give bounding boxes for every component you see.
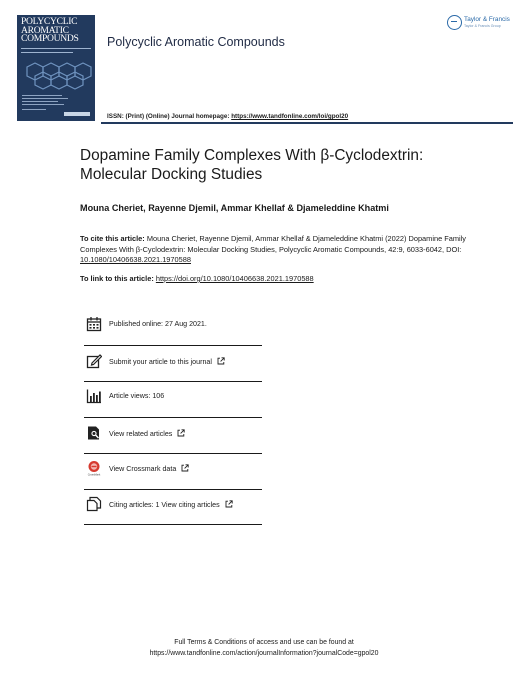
citation-text: Mouna Cheriet, Rayenne Djemil, Ammar Khellaf & Djameleddine Khatmi (2022) Dopamine Family Complexes With β-Cyclodextrin: Molecular Docking Studies, Polycyclic Aromatic Compounds, 42:9, 6033-6042, DOI: [80, 234, 466, 254]
external-link-icon [217, 357, 225, 365]
external-link-icon [177, 429, 185, 437]
submit-article-link[interactable] [109, 357, 225, 366]
calendar-icon [86, 316, 102, 332]
article-title [80, 146, 510, 184]
article-authors: Mouna Cheriet, Rayenne Djemil, Ammar Khellaf & Djameleddine Khatmi [80, 203, 389, 213]
article-views-text: Article views: 106 [109, 392, 165, 400]
item-divider [84, 453, 262, 454]
publisher-logo-icon [447, 15, 462, 30]
journal-name: Polycyclic Aromatic Compounds [107, 35, 285, 49]
article-title-line-1: Dopamine Family Complexes With β-Cyclodextrin: [80, 147, 424, 164]
article-link-line [80, 274, 314, 283]
issn-label: ISSN: (Print) (Online) Journal homepage: [107, 113, 230, 120]
footer-terms-link[interactable]: https://www.tandfonline.com/action/journalInformation?journalCode=gpol20 [149, 649, 379, 657]
published-online-text: Published online: 27 Aug 2021. [109, 320, 207, 328]
journal-homepage-link[interactable]: https://www.tandfonline.com/loi/gpol20 [231, 113, 349, 120]
crossmark-item[interactable] [86, 456, 262, 480]
item-divider [84, 489, 262, 490]
citation-block [80, 234, 500, 266]
cover-title-line-2: AROMATIC [21, 24, 69, 36]
article-link[interactable]: https://doi.org/10.1080/10406638.2021.1970588 [155, 274, 314, 283]
cover-text-block [22, 104, 64, 105]
cover-hexagon-art [17, 61, 95, 91]
bar-chart-icon [86, 388, 102, 404]
crossmark-text: View Crossmark data [109, 464, 177, 473]
article-title-line-2: Molecular Docking Studies [80, 166, 263, 183]
cover-text-block [22, 98, 68, 99]
citing-articles-link[interactable] [109, 500, 233, 509]
cover-publisher-logo [64, 112, 90, 116]
cover-text-block [22, 95, 62, 96]
doi-link[interactable]: 10.1080/10406638.2021.1970588 [80, 255, 191, 265]
item-divider [84, 381, 262, 382]
cover-text-block [22, 101, 58, 102]
crossmark-link[interactable] [109, 464, 189, 473]
citation-label: To cite this article: [80, 234, 145, 243]
item-divider [84, 345, 262, 346]
publisher-logo [447, 15, 513, 31]
cover-title-line-1: POLYCYCLIC [21, 16, 78, 27]
related-articles-text: View related articles [109, 429, 173, 438]
copy-pages-icon [86, 496, 102, 512]
crossmark-icon [86, 460, 102, 476]
document-search-icon [86, 425, 102, 441]
citing-articles-text: Citing articles: 1 View citing articles [109, 500, 220, 509]
published-online-item [86, 312, 262, 336]
external-link-icon [181, 464, 189, 472]
pencil-square-icon [86, 353, 102, 369]
submit-article-text: Submit your article to this journal [109, 357, 212, 366]
cover-text-block [22, 109, 46, 110]
related-articles-link[interactable] [109, 429, 185, 438]
publisher-name: Taylor & Francis [464, 16, 510, 23]
cover-title [21, 18, 93, 44]
crossmark-icon-caption: CrossMark [87, 473, 101, 476]
cover-rule [21, 48, 91, 49]
publisher-tagline: Taylor & Francis Group [464, 24, 501, 28]
header-divider [101, 122, 513, 124]
external-link-icon [225, 500, 233, 508]
cover-title-line-3: COMPOUNDS [21, 33, 79, 45]
submit-article-item[interactable] [86, 349, 262, 373]
article-views-item [86, 384, 262, 408]
footer-terms-text: Full Terms & Conditions of access and use can be found at [174, 639, 354, 646]
cover-rule [21, 52, 73, 53]
citing-articles-item[interactable] [86, 492, 262, 516]
item-divider [84, 417, 262, 418]
journal-cover-image [17, 15, 95, 121]
item-divider [84, 524, 262, 525]
issn-line [107, 113, 348, 120]
footer [0, 638, 528, 659]
article-link-label: To link to this article: [80, 274, 154, 283]
related-articles-item[interactable] [86, 421, 262, 445]
